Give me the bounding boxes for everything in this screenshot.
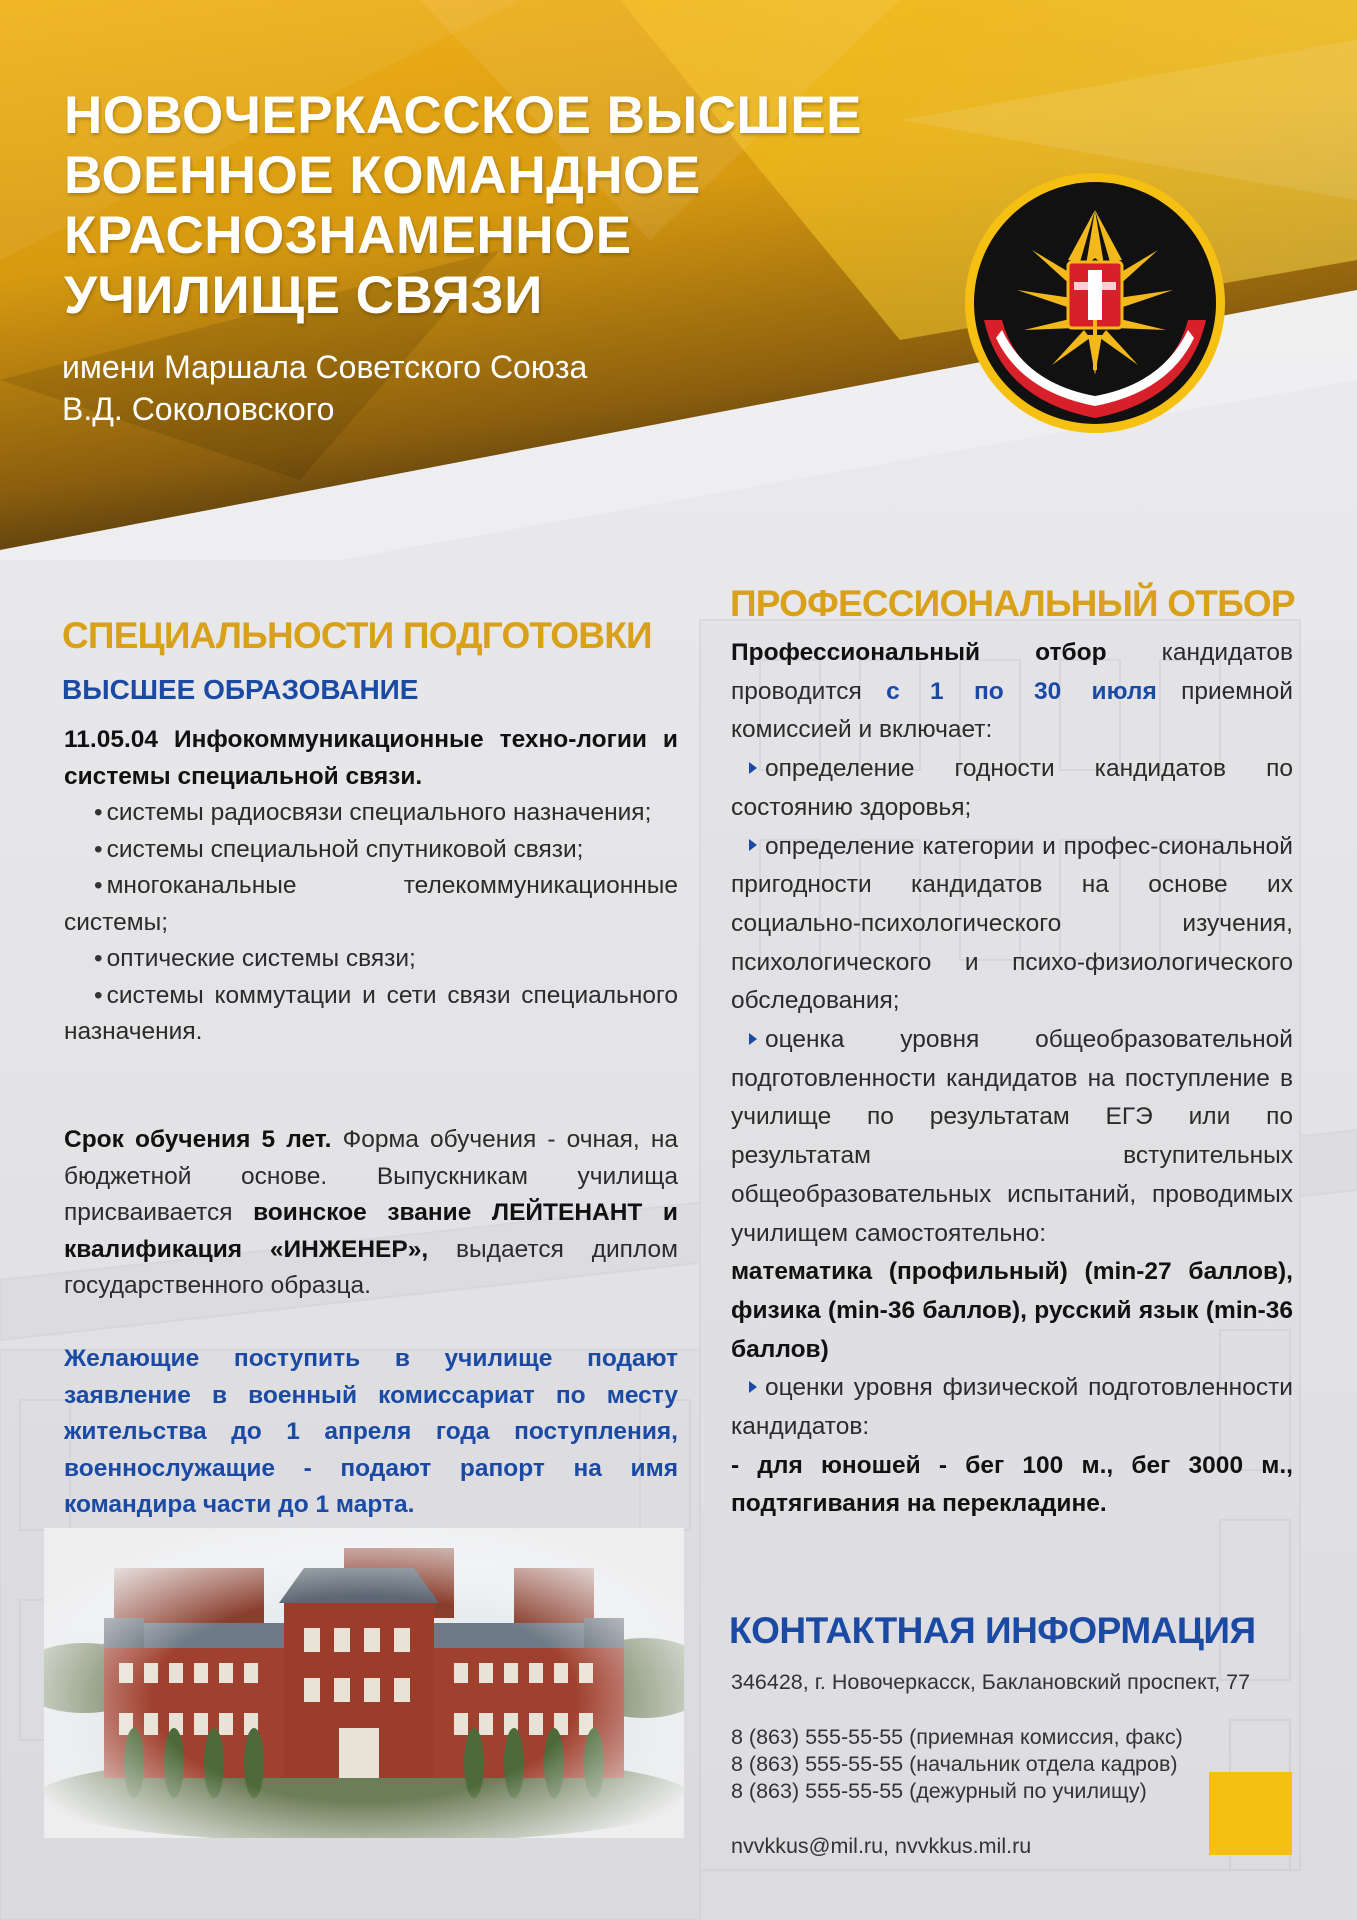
specialty-code-name: 11.05.04 Инфокоммуникационные техно-логии и системы специальной связи. bbox=[64, 726, 678, 790]
selection-intro-bold: Профессиональный отбор bbox=[731, 639, 1107, 666]
school-subtitle bbox=[62, 346, 762, 430]
contact-phone: 8 (863) 555-55-55 (приемная комиссия, факс) bbox=[731, 1725, 1183, 1749]
selection-item: определение годности кандидатов по состоянию здоровья; bbox=[731, 755, 1293, 821]
selection-intro-text-1: кандидатов проводится bbox=[731, 639, 1293, 705]
contact-phone: 8 (863) 555-55-55 (дежурный по училищу) bbox=[731, 1779, 1147, 1803]
specialty-item: системы коммутации и сети связи специального назначения. bbox=[64, 981, 678, 1045]
triangle-bullet-icon bbox=[749, 762, 757, 774]
contact-email-website[interactable]: nvvkkus@mil.ru, nvvkkus.mil.ru bbox=[731, 1834, 1032, 1858]
selection-item: оценки уровня физической подготовленности кандидатов: bbox=[731, 1374, 1293, 1441]
study-text-1: Форма обучения - очная, на бюджетной основе. Выпускникам училища присваивается bbox=[64, 1126, 678, 1226]
subtitle-line-2: В.Д. Соколовского bbox=[62, 391, 335, 427]
application-note: Желающие поступить в училище подают заявление в военный комиссариат по месту жительства до 1 апреля года поступления, военнослужащие - подают рапорт на имя командира части до 1 марта. bbox=[64, 1345, 678, 1518]
study-term: Срок обучения 5 лет. bbox=[64, 1126, 332, 1153]
contact-phone: 8 (863) 555-55-55 (начальник отдела кадров) bbox=[731, 1752, 1178, 1776]
yellow-accent-square bbox=[1209, 1772, 1292, 1855]
exam-requirements: математика (профильный) (min-27 баллов), физика (min-36 баллов), русский язык (min-36 баллов) bbox=[731, 1258, 1293, 1363]
campus-building-image bbox=[44, 1528, 684, 1838]
contact-address: 346428, г. Новочеркасск, Баклановский проспект, 77 bbox=[731, 1670, 1251, 1694]
school-emblem-icon bbox=[962, 170, 1228, 436]
triangle-bullet-icon bbox=[749, 1033, 757, 1045]
physical-requirements: - для юношей - бег 100 м., бег 3000 м., подтягивания на перекладине. bbox=[731, 1451, 1293, 1518]
selection-item: оценка уровня общеобразовательной подготовленности кандидатов на поступление в училище по результатам ЕГЭ или по результатам вступительных общеобразовательных испытаний, проводимых училищем самостоятельно: bbox=[731, 1026, 1293, 1247]
study-rank: воинское звание ЛЕЙТЕНАНТ и квалификация «ИНЖЕНЕР», bbox=[64, 1199, 678, 1263]
subtitle-line-1: имени Маршала Советского Союза bbox=[62, 349, 588, 385]
selection-body bbox=[731, 634, 1293, 1524]
specialty-item: многоканальные телекоммуникационные системы; bbox=[64, 872, 678, 936]
selection-item: определение категории и профес-сиональной пригодности кандидатов на основе их социально-психологического изучения, психологического и психо-физиологического обследования; bbox=[731, 832, 1293, 1015]
study-text-2: выдается диплом государственного образца. bbox=[64, 1235, 678, 1299]
title-line-1: НОВОЧЕРКАССКОЕ ВЫСШЕЕ bbox=[64, 86, 863, 145]
specialty-item: системы специальной спутниковой связи; bbox=[106, 835, 584, 863]
triangle-bullet-icon bbox=[749, 1381, 757, 1393]
professional-selection-heading: ПРОФЕССИОНАЛЬНЫЙ ОТБОР bbox=[730, 583, 1295, 624]
selection-intro-text-2: приемной комиссией и включает: bbox=[731, 677, 1293, 744]
triangle-bullet-icon bbox=[749, 839, 757, 851]
title-line-4: УЧИЛИЩЕ СВЯЗИ bbox=[64, 266, 543, 325]
specialty-item: оптические системы связи; bbox=[106, 945, 416, 972]
study-terms bbox=[64, 1122, 678, 1305]
selection-dates: с 1 по 30 июля bbox=[886, 677, 1157, 705]
contact-heading: КОНТАКТНАЯ ИНФОРМАЦИЯ bbox=[729, 1610, 1256, 1651]
school-title bbox=[64, 86, 964, 326]
title-line-2: ВОЕННОЕ КОМАНДНОЕ bbox=[64, 146, 701, 205]
specialties-body: 11.05.04 Инфокоммуникационные техно-логии и системы специальной связи. • системы радиосвязи специального назначения; • системы специальной спутниковой связи; • многоканальные телекоммуникационные системы; • оптические системы связи; • системы коммутации и сети связи специального назначения. bbox=[64, 726, 678, 1045]
specialty-item: системы радиосвязи специального назначения; bbox=[106, 799, 652, 826]
specialties-heading: СПЕЦИАЛЬНОСТИ ПОДГОТОВКИ bbox=[62, 615, 652, 656]
title-line-3: КРАСНОЗНАМЕННОЕ bbox=[64, 206, 632, 265]
higher-education-heading: ВЫСШЕЕ ОБРАЗОВАНИЕ bbox=[62, 674, 419, 705]
